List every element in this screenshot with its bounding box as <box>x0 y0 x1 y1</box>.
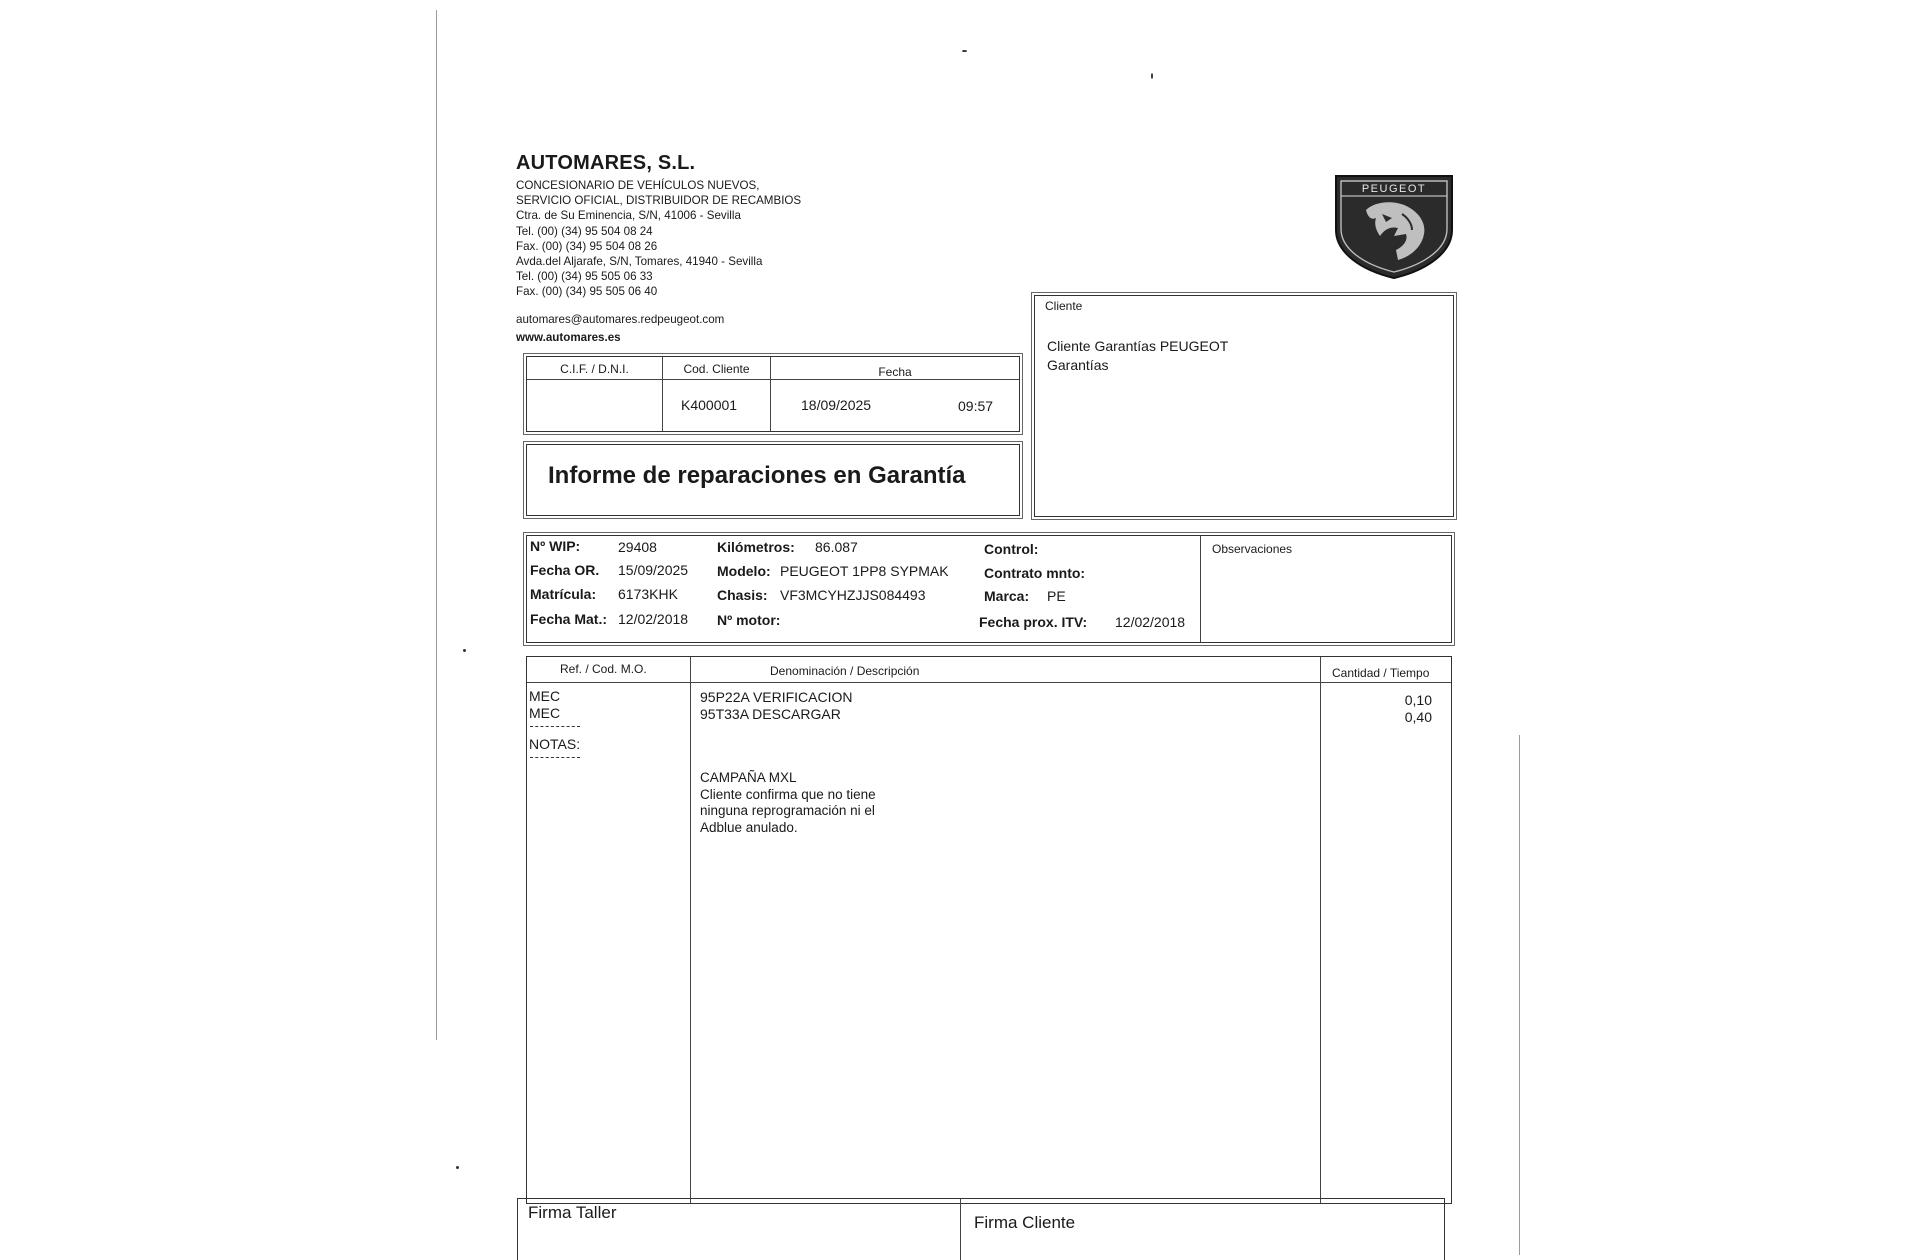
notes-block <box>700 770 876 836</box>
fecha-header: Fecha <box>878 365 912 379</box>
company-line: Tel. (00) (34) 95 505 06 33 <box>516 270 653 284</box>
table-row-qty: 0,10 <box>1404 692 1432 708</box>
table-row-qty: 0,40 <box>1404 708 1432 725</box>
cod-cliente-value: K400001 <box>681 397 738 413</box>
dashed-divider <box>530 726 580 727</box>
client-box <box>1034 295 1454 517</box>
note-line: Cliente confirma que no tiene <box>700 786 876 802</box>
company-line: Ctra. de Su Eminencia, S/N, 41006 - Sevilla <box>516 209 741 223</box>
fecha-or-label: Fecha OR. <box>530 562 600 578</box>
scan-edge-left <box>436 10 437 1040</box>
peugeot-lion-shield-logo <box>1332 170 1456 280</box>
scan-speck <box>463 649 466 652</box>
chasis-value: VF3MCYHZJJS084493 <box>780 587 926 603</box>
notas-label: NOTAS: <box>529 736 581 752</box>
table-divider <box>527 682 1451 683</box>
repair-lines-table <box>526 656 1452 1204</box>
company-address-block <box>516 178 801 300</box>
fecha-mat-label: Fecha Mat.: <box>530 611 608 627</box>
note-line: CAMPAÑA MXL <box>700 770 797 785</box>
scan-edge-right <box>1519 735 1520 1255</box>
cif-header: C.I.F. / D.N.I. <box>560 362 629 376</box>
km-label: Kilómetros: <box>717 539 795 555</box>
motor-label: Nº motor: <box>717 612 781 628</box>
firma-taller-label: Firma Taller <box>528 1203 617 1222</box>
itv-label: Fecha prox. ITV: <box>979 614 1088 630</box>
table-row-desc: 95T33A DESCARGAR <box>700 705 841 722</box>
ref-column-header: Ref. / Cod. M.O. <box>560 662 647 676</box>
scan-speck <box>962 50 967 52</box>
company-line: Fax. (00) (34) 95 505 06 40 <box>516 285 658 299</box>
company-name: AUTOMARES, S.L. <box>516 152 696 174</box>
marca-label: Marca: <box>984 588 1030 604</box>
wip-label: Nº WIP: <box>530 538 581 554</box>
company-line: Fax. (00) (34) 95 504 08 26 <box>516 239 658 253</box>
company-email: automares@automares.redpeugeot.com <box>516 313 725 326</box>
table-divider <box>527 379 1019 380</box>
logo-text: PEUGEOT <box>1361 183 1427 195</box>
desc-column-header: Denominación / Descripción <box>770 664 920 678</box>
note-line: ninguna reprogramación ni el <box>700 803 875 818</box>
note-line: Adblue anulado. <box>700 819 798 835</box>
table-divider <box>1200 536 1201 642</box>
client-subtitle: Garantías <box>1047 357 1109 373</box>
matricula-value: 6173KHK <box>618 586 678 602</box>
modelo-value: PEUGEOT 1PP8 SYPMAK <box>780 563 949 579</box>
qty-column <box>1376 692 1432 725</box>
table-row-ref: MEC <box>529 688 561 704</box>
company-line: CONCESIONARIO DE VEHÍCULOS NUEVOS, <box>516 179 760 192</box>
cod-cliente-header: Cod. Cliente <box>683 362 750 376</box>
table-divider <box>960 1199 961 1260</box>
chasis-label: Chasis: <box>717 587 768 603</box>
contrato-label: Contrato mnto: <box>984 565 1086 581</box>
scan-speck <box>1151 73 1153 79</box>
firma-cliente-label: Firma Cliente <box>974 1213 1076 1232</box>
modelo-label: Modelo: <box>717 563 771 579</box>
client-label: Cliente <box>1045 299 1083 313</box>
table-divider <box>1320 657 1321 1203</box>
dashed-divider <box>530 757 580 758</box>
page-title: Informe de reparaciones en Garantía <box>548 462 966 489</box>
client-name: Cliente Garantías PEUGEOT <box>1047 338 1229 354</box>
scan-speck <box>456 1166 459 1169</box>
table-row-ref: MEC <box>529 704 561 721</box>
km-value: 86.087 <box>815 539 858 555</box>
qty-column-header: Cantidad / Tiempo <box>1332 666 1430 680</box>
fecha-value: 18/09/2025 <box>801 397 872 413</box>
itv-value: 12/02/2018 <box>1115 614 1186 630</box>
observaciones-label: Observaciones <box>1212 542 1293 556</box>
table-divider <box>690 657 691 1203</box>
wip-value: 29408 <box>618 539 657 555</box>
control-label: Control: <box>984 541 1039 557</box>
fecha-mat-value: 12/02/2018 <box>618 611 689 627</box>
company-line: Tel. (00) (34) 95 504 08 24 <box>516 224 653 238</box>
hora-value: 09:57 <box>958 398 994 414</box>
ref-column <box>529 688 560 721</box>
company-line: Avda.del Aljarafe, S/N, Tomares, 41940 - Sevilla <box>516 255 763 269</box>
marca-value: PE <box>1047 588 1066 604</box>
fecha-or-value: 15/09/2025 <box>618 562 689 578</box>
company-website: www.automares.es <box>516 331 621 344</box>
matricula-label: Matrícula: <box>530 586 597 602</box>
desc-column <box>700 689 853 722</box>
company-line: SERVICIO OFICIAL, DISTRIBUIDOR DE RECAMBIOS <box>516 194 802 208</box>
table-row-desc: 95P22A VERIFICACION <box>700 689 853 705</box>
